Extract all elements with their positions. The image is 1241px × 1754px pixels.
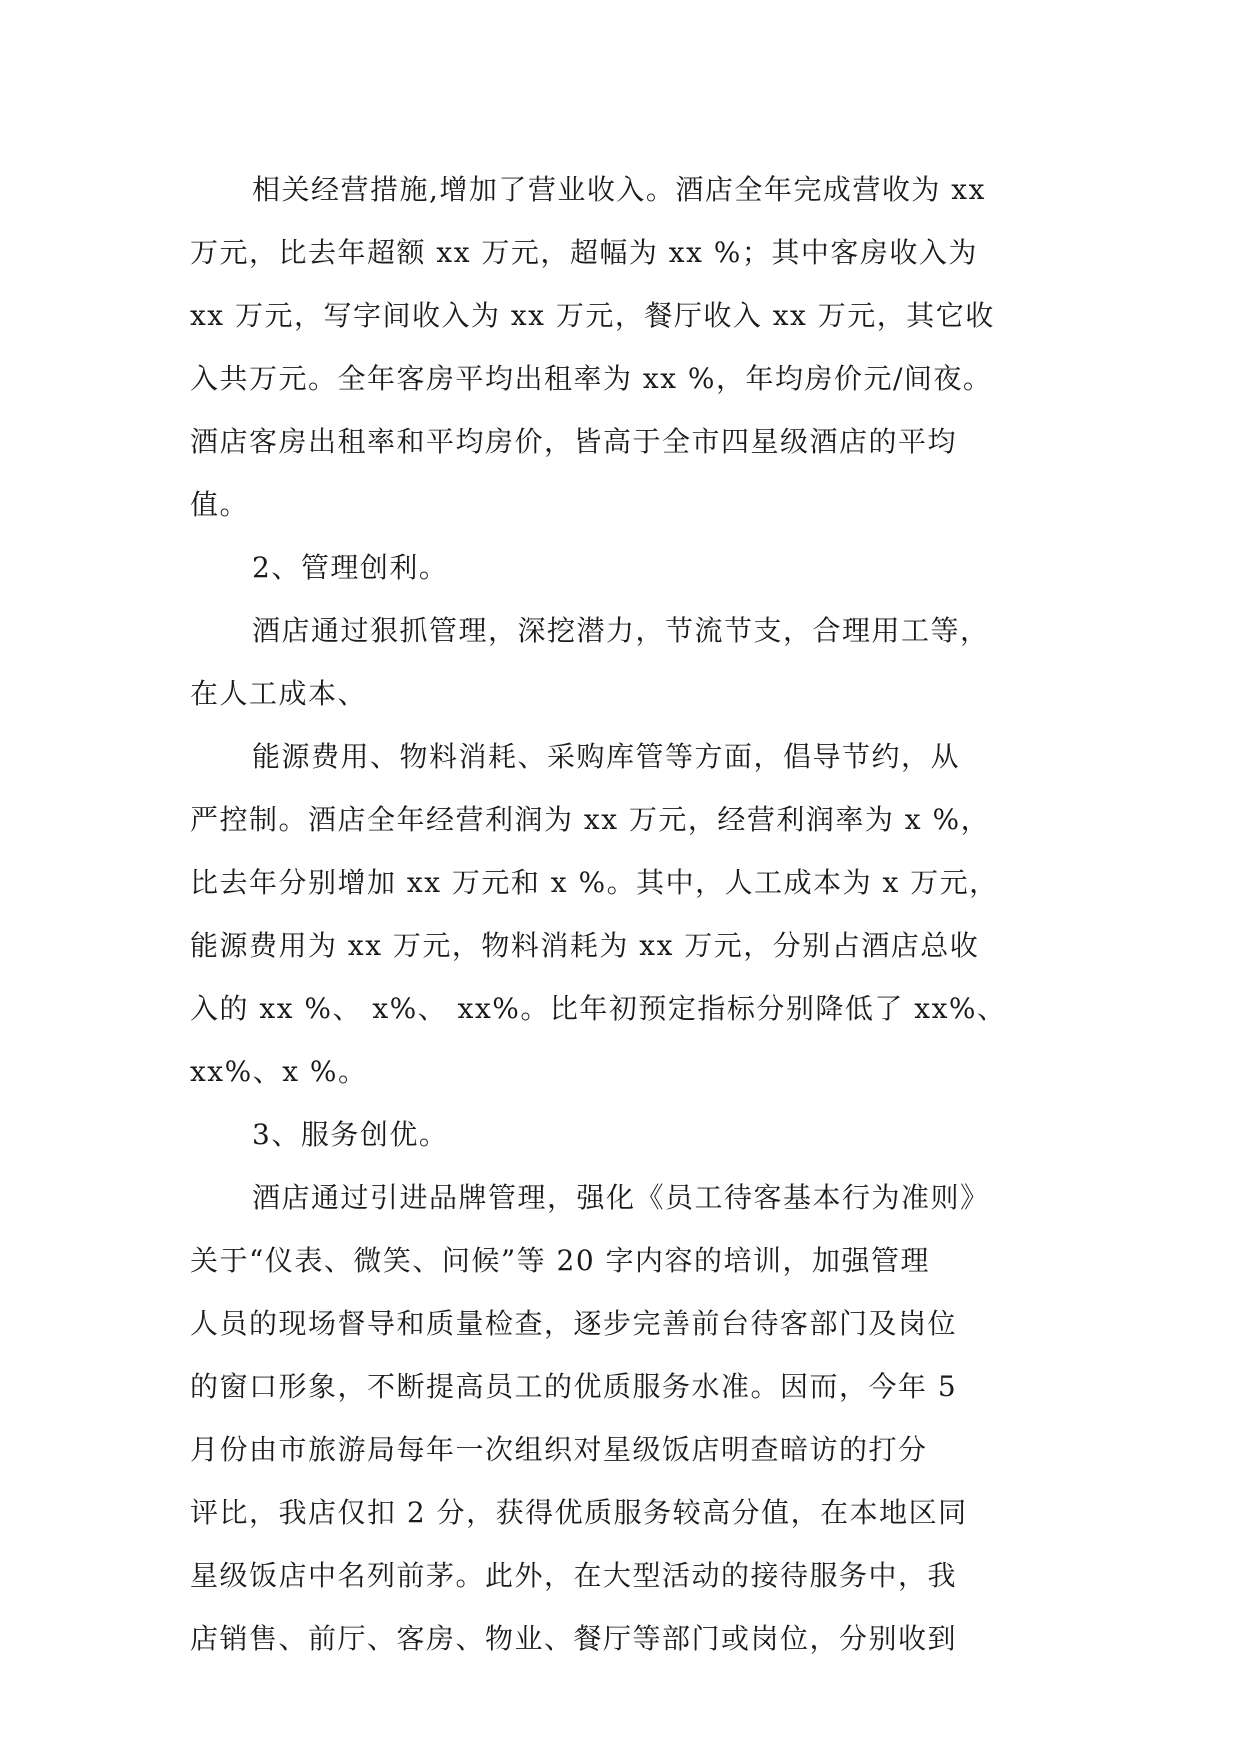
text-line: 关于“仪表、微笑、问候”等 20 字内容的培训，加强管理 bbox=[190, 1244, 931, 1277]
text-line: 店销售、前厅、客房、物业、餐厅等部门或岗位，分别收到 bbox=[190, 1622, 958, 1655]
text-line: 2、管理创利。 bbox=[252, 551, 449, 584]
text-line: 月份由市旅游局每年一次组织对星级饭店明查暗访的打分 bbox=[190, 1433, 928, 1466]
text-line: 入共万元。全年客房平均出租率为 xx %，年均房价元/间夜。 bbox=[190, 362, 993, 395]
text-line: 人员的现场督导和质量检查，逐步完善前台待客部门及岗位 bbox=[190, 1307, 958, 1340]
text-line: 值。 bbox=[190, 488, 250, 521]
text-line: 相关经营措施,增加了营业收入。酒店全年完成营收为 xx bbox=[252, 173, 986, 206]
text-line: 星级饭店中名列前茅。此外，在大型活动的接待服务中，我 bbox=[190, 1559, 958, 1592]
text-line: 酒店通过引进品牌管理，强化《员工待客基本行为准则》 bbox=[252, 1181, 990, 1214]
text-line: 评比，我店仅扣 2 分，获得优质服务较高分值，在本地区同 bbox=[190, 1496, 968, 1529]
text-line: 比去年分别增加 xx 万元和 x %。其中，人工成本为 x 万元， bbox=[190, 866, 999, 899]
text-line: 入的 xx %、 x%、 xx%。比年初预定指标分别降低了 xx%、 bbox=[190, 992, 1007, 1025]
document-body bbox=[190, 158, 1070, 1670]
text-line: 在人工成本、 bbox=[190, 677, 368, 710]
text-line: 能源费用为 xx 万元，物料消耗为 xx 万元，分别占酒店总收 bbox=[190, 929, 980, 962]
text-line: 酒店通过狠抓管理，深挖潜力，节流节支，合理用工等， bbox=[252, 614, 990, 647]
text-line: 3、服务创优。 bbox=[252, 1118, 449, 1151]
text-line: 的窗口形象，不断提高员工的优质服务水准。因而，今年 5 bbox=[190, 1370, 958, 1403]
text-line: 酒店客房出租率和平均房价，皆高于全市四星级酒店的平均 bbox=[190, 425, 958, 458]
text-line: 万元，比去年超额 xx 万元，超幅为 xx %；其中客房收入为 bbox=[190, 236, 978, 269]
text-line: xx%、x %。 bbox=[190, 1055, 368, 1088]
text-line: 严控制。酒店全年经营利润为 xx 万元，经营利润率为 x %， bbox=[190, 803, 991, 836]
text-line: 能源费用、物料消耗、采购库管等方面，倡导节约，从 bbox=[252, 740, 961, 773]
text-line: xx 万元，写字间收入为 xx 万元，餐厅收入 xx 万元，其它收 bbox=[190, 299, 995, 332]
